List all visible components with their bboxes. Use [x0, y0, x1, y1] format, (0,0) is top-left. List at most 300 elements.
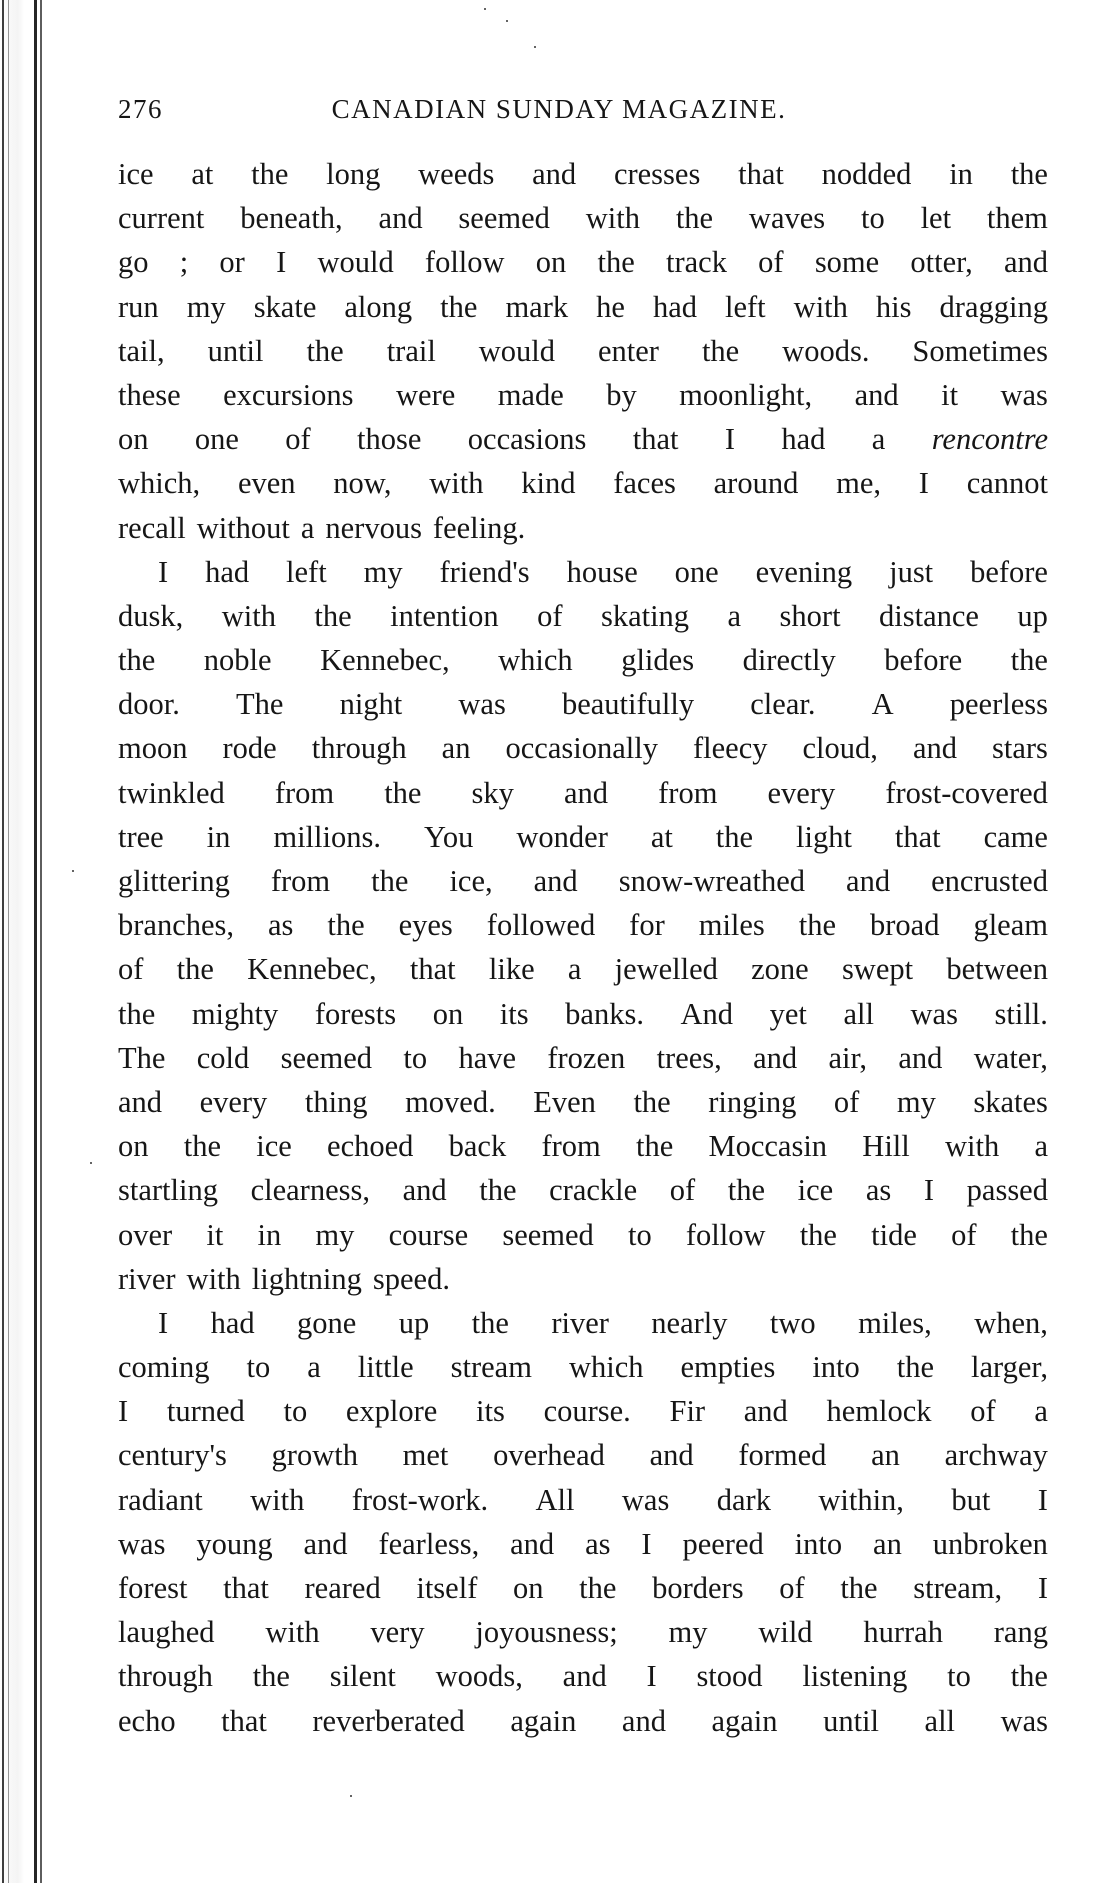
- word: zone: [751, 952, 809, 987]
- word: waves: [748, 201, 826, 236]
- word: A: [871, 687, 894, 722]
- word: enter: [598, 333, 659, 368]
- word: even: [237, 466, 296, 501]
- word: the: [1010, 157, 1048, 191]
- word: it: [206, 1217, 224, 1252]
- word: came: [983, 819, 1048, 854]
- word: of: [833, 1084, 860, 1119]
- word: cresses: [613, 157, 701, 191]
- text-line: [118, 638, 1048, 682]
- word: as: [267, 908, 294, 943]
- word: weeds: [418, 157, 495, 191]
- word: up: [398, 1305, 430, 1340]
- word: a: [1034, 1129, 1048, 1164]
- word: an: [871, 1438, 900, 1473]
- word: on: [118, 1129, 149, 1164]
- word: kind: [521, 466, 576, 501]
- word: some: [814, 245, 880, 280]
- word: through: [311, 731, 407, 766]
- word: short: [779, 598, 841, 633]
- word: every: [767, 775, 836, 810]
- word: on: [513, 1571, 544, 1605]
- word: before: [970, 554, 1048, 589]
- word: glittering: [118, 864, 230, 898]
- word: mark: [505, 289, 569, 324]
- text-line: [118, 1345, 1048, 1389]
- word: into: [794, 1526, 843, 1561]
- word: skating: [600, 598, 690, 633]
- word: door.: [118, 687, 180, 722]
- word: of: [758, 245, 784, 280]
- word: until: [823, 1703, 879, 1738]
- word: and: [533, 864, 578, 898]
- gutter-rule: [40, 0, 42, 1883]
- word: by: [606, 377, 637, 412]
- word: seemed: [502, 1217, 594, 1252]
- text-line: [118, 771, 1048, 815]
- word: was: [621, 1482, 670, 1517]
- word: hurrah: [863, 1615, 943, 1650]
- word: one: [194, 422, 239, 457]
- text-line: [118, 373, 1048, 417]
- word: skate: [253, 289, 317, 324]
- word: which: [568, 1350, 644, 1385]
- word: reared: [304, 1571, 381, 1605]
- word: would: [317, 245, 394, 280]
- word: with: [793, 289, 848, 324]
- word: borders: [652, 1571, 744, 1605]
- word: and: [753, 1040, 798, 1075]
- word: echo: [118, 1703, 176, 1738]
- word: a: [307, 1350, 321, 1385]
- text-line: [118, 947, 1048, 991]
- word: tide: [871, 1217, 917, 1252]
- word: snow-wreathed: [618, 864, 806, 898]
- body-text: [118, 152, 1048, 1743]
- word: up: [1017, 598, 1048, 633]
- word: and: [303, 1526, 348, 1561]
- word: the: [176, 952, 214, 987]
- word: on: [432, 996, 464, 1031]
- word: in: [206, 819, 231, 854]
- word: river: [118, 1261, 176, 1296]
- word: I: [158, 1305, 169, 1340]
- word: And: [680, 996, 734, 1031]
- word: woods,: [435, 1659, 523, 1694]
- word: All: [535, 1482, 575, 1517]
- word: gone: [297, 1305, 357, 1340]
- word: twinkled: [118, 775, 225, 810]
- word: Sometimes: [912, 333, 1048, 368]
- word: now,: [333, 466, 392, 501]
- word: thing: [304, 1084, 368, 1119]
- word: ice: [118, 157, 154, 191]
- word: with: [250, 1482, 305, 1517]
- text-line: [118, 196, 1048, 240]
- text-line: [118, 1699, 1048, 1743]
- word: silent: [329, 1659, 396, 1694]
- word: he: [596, 289, 625, 324]
- word: until: [207, 333, 264, 368]
- word: with: [265, 1615, 320, 1650]
- word: the: [798, 908, 837, 943]
- word: to: [947, 1659, 971, 1694]
- word: dark: [716, 1482, 771, 1517]
- word: the: [471, 1305, 509, 1340]
- word: glides: [621, 643, 695, 678]
- word: seemed: [458, 201, 550, 236]
- word: The: [236, 687, 284, 722]
- word: was: [458, 687, 506, 722]
- word: woods.: [782, 333, 870, 368]
- word: in: [257, 1217, 282, 1252]
- word: fearless,: [378, 1526, 480, 1561]
- word: of: [285, 422, 311, 457]
- word: met: [402, 1438, 449, 1473]
- word: course: [388, 1217, 469, 1252]
- word: wild: [758, 1615, 813, 1650]
- word: lightning: [251, 1261, 362, 1296]
- text-line: [118, 1389, 1048, 1433]
- word: a: [567, 952, 582, 987]
- word: mighty: [191, 996, 279, 1031]
- word: its: [499, 996, 529, 1031]
- word: and: [649, 1438, 694, 1473]
- word: yet: [769, 996, 807, 1031]
- word: and: [532, 157, 577, 191]
- word: Fir: [669, 1394, 706, 1429]
- word: explore: [345, 1394, 438, 1429]
- magazine-title: CANADIAN SUNDAY MAGAZINE.: [331, 94, 787, 124]
- word: back: [448, 1129, 507, 1164]
- binding-gutter: [0, 0, 44, 1883]
- word: peerless: [949, 687, 1048, 722]
- word: friend's: [439, 554, 530, 589]
- word: were: [396, 377, 456, 412]
- word: I: [276, 245, 287, 280]
- word: eyes: [398, 908, 453, 943]
- text-line: [118, 682, 1048, 726]
- text-line: [118, 903, 1048, 947]
- word: that: [632, 422, 679, 457]
- word: little: [357, 1350, 414, 1385]
- text-line: [118, 417, 1048, 461]
- word: the: [1010, 1217, 1048, 1252]
- word: nearly: [651, 1305, 728, 1340]
- text-line: [118, 1478, 1048, 1522]
- word: at: [191, 157, 214, 191]
- word: passed: [966, 1173, 1048, 1208]
- word: which,: [118, 466, 201, 501]
- word: the: [799, 1217, 837, 1252]
- word: follow: [424, 245, 505, 280]
- word: all: [843, 996, 874, 1031]
- word: coming: [118, 1350, 210, 1385]
- word: at: [650, 819, 673, 854]
- word: with: [221, 598, 276, 633]
- word: and: [743, 1394, 788, 1429]
- word: moved.: [405, 1084, 496, 1119]
- word: nervous: [325, 510, 422, 545]
- word: ;: [179, 245, 189, 280]
- word: clear.: [750, 687, 816, 722]
- word: was: [910, 996, 958, 1031]
- word: seemed: [280, 1040, 373, 1075]
- word: You: [423, 819, 474, 854]
- word: and: [378, 201, 423, 236]
- word: that: [894, 819, 941, 854]
- word: the: [118, 996, 156, 1031]
- word: with: [585, 201, 640, 236]
- word: miles,: [858, 1305, 932, 1340]
- word: along: [344, 289, 413, 324]
- word: recall: [118, 510, 186, 545]
- word: but: [951, 1482, 991, 1517]
- word: that: [738, 157, 784, 191]
- word: evening: [755, 554, 853, 589]
- word: before: [884, 643, 963, 678]
- word: had: [210, 1305, 255, 1340]
- word: the: [635, 1129, 674, 1164]
- print-speck: [350, 1795, 352, 1797]
- word: stream: [450, 1350, 532, 1385]
- word: and: [621, 1703, 666, 1738]
- text-line: [118, 1213, 1048, 1257]
- word: go: [118, 245, 149, 280]
- word: frost-work.: [351, 1482, 489, 1517]
- word: stars: [992, 731, 1048, 766]
- word: from: [658, 775, 718, 810]
- word: course.: [543, 1394, 631, 1429]
- word: of: [118, 952, 144, 987]
- word: joyousness;: [475, 1615, 618, 1650]
- word: occasionally: [505, 731, 658, 766]
- word: have: [458, 1040, 517, 1075]
- word: empties: [680, 1350, 776, 1385]
- word: I: [918, 466, 929, 501]
- word: the: [252, 1659, 290, 1694]
- word: was: [1000, 377, 1048, 412]
- word: occasions: [467, 422, 587, 457]
- word: encrusted: [931, 864, 1048, 898]
- word: I: [1037, 1482, 1048, 1517]
- word: listening: [802, 1659, 908, 1694]
- word: larger,: [971, 1350, 1048, 1385]
- gutter-rule: [2, 0, 4, 1883]
- word: skates: [973, 1084, 1048, 1119]
- word: formed: [738, 1438, 827, 1473]
- word: had: [652, 289, 697, 324]
- word: Moccasin: [708, 1129, 828, 1164]
- word: the: [1010, 1659, 1048, 1694]
- word: to: [861, 201, 885, 236]
- word: its: [476, 1394, 505, 1429]
- word: trees,: [656, 1040, 722, 1075]
- word: and: [912, 731, 957, 766]
- word: cold: [196, 1040, 250, 1075]
- word: Kennebec,: [247, 952, 377, 987]
- word: stream,: [913, 1571, 1003, 1605]
- word: on: [118, 422, 149, 457]
- word: of: [669, 1173, 696, 1208]
- word: between: [946, 952, 1048, 987]
- word: on: [535, 245, 567, 280]
- word: echoed: [327, 1129, 414, 1164]
- word: rode: [222, 731, 277, 766]
- text-line: [118, 240, 1048, 284]
- word: excursions: [223, 377, 354, 412]
- word: clearness,: [250, 1173, 370, 1208]
- word: ringing: [708, 1084, 797, 1119]
- word: one: [674, 554, 719, 589]
- gutter-rule: [34, 0, 37, 1883]
- word: startling: [118, 1173, 218, 1208]
- word: crackle: [549, 1173, 638, 1208]
- text-line: [118, 329, 1048, 373]
- word: of: [951, 1217, 977, 1252]
- word: I: [646, 1659, 657, 1694]
- text-line: [118, 461, 1048, 505]
- word: and: [854, 377, 899, 412]
- word: to: [246, 1350, 271, 1385]
- word: still.: [994, 996, 1048, 1031]
- word: beneath,: [240, 201, 343, 236]
- word: with: [429, 466, 484, 501]
- word: a: [871, 422, 886, 457]
- word: of: [537, 598, 563, 633]
- text-line: [118, 285, 1048, 329]
- word: otter,: [910, 245, 973, 280]
- word: the: [715, 819, 754, 854]
- word: swept: [841, 952, 914, 987]
- word: the: [675, 201, 714, 236]
- word: two: [769, 1305, 816, 1340]
- word: was: [118, 1526, 166, 1561]
- word: the: [118, 643, 156, 678]
- word: follow: [685, 1217, 766, 1252]
- word: track: [665, 245, 727, 280]
- word: again: [711, 1703, 778, 1738]
- word: them: [986, 201, 1048, 236]
- word: I: [724, 422, 736, 457]
- word: speed.: [372, 1261, 450, 1296]
- word: within,: [818, 1482, 904, 1517]
- word: century's: [118, 1438, 227, 1473]
- word: had: [205, 554, 250, 589]
- word: nodded: [821, 157, 912, 191]
- word: and: [564, 775, 609, 810]
- word: my: [896, 1084, 936, 1119]
- text-line: [118, 1566, 1048, 1610]
- text-line: [118, 152, 1048, 196]
- word: broad: [870, 908, 940, 943]
- word: forests: [314, 996, 397, 1031]
- word: branches,: [118, 908, 235, 943]
- word: the: [579, 1571, 617, 1605]
- word: in: [949, 157, 973, 191]
- word: overhead: [493, 1438, 605, 1473]
- word: and: [846, 864, 891, 898]
- word: I: [923, 1173, 935, 1208]
- word: The: [118, 1040, 166, 1075]
- word: beautifully: [561, 687, 695, 722]
- word: to: [403, 1040, 428, 1075]
- print-speck: [90, 1162, 92, 1164]
- text-line: [118, 726, 1048, 770]
- word: his: [875, 289, 912, 324]
- word: which: [498, 643, 573, 678]
- text-line: [118, 1522, 1048, 1566]
- word: that: [409, 952, 456, 987]
- word: house: [566, 554, 638, 589]
- word: frozen: [547, 1040, 626, 1075]
- word: with: [944, 1129, 1000, 1164]
- word: ice,: [449, 864, 493, 898]
- word: an: [441, 731, 471, 766]
- word: into: [812, 1350, 860, 1385]
- text-line: [118, 1257, 1048, 1301]
- word: millions.: [273, 819, 381, 854]
- word: every: [199, 1084, 268, 1119]
- word: of: [970, 1394, 996, 1429]
- word: the: [597, 245, 635, 280]
- word: me,: [836, 466, 881, 501]
- word: unbroken: [932, 1526, 1048, 1561]
- word: for: [629, 908, 665, 943]
- word: when,: [974, 1305, 1048, 1340]
- word: the: [896, 1350, 935, 1385]
- word: stood: [696, 1659, 763, 1694]
- word: to: [627, 1217, 652, 1252]
- word: as: [865, 1173, 892, 1208]
- word: trail: [386, 333, 436, 368]
- word: and: [118, 1084, 163, 1119]
- word: or: [219, 245, 245, 280]
- text-line: [118, 1433, 1048, 1477]
- text-line: [118, 1654, 1048, 1698]
- word: run: [118, 289, 159, 324]
- word: faces: [613, 466, 676, 501]
- word: moon: [118, 731, 188, 766]
- word: I: [158, 554, 169, 589]
- word: a: [300, 510, 315, 545]
- word: all: [924, 1703, 956, 1738]
- word: made: [497, 377, 564, 412]
- text-line: [118, 1610, 1048, 1654]
- word: water,: [973, 1040, 1048, 1075]
- word: dragging: [939, 289, 1048, 324]
- text-line: [118, 1080, 1048, 1124]
- word: long: [326, 157, 381, 191]
- word: ice: [797, 1173, 834, 1208]
- word: just: [889, 554, 934, 589]
- word: the: [633, 1084, 671, 1119]
- word: Even: [533, 1084, 596, 1119]
- word: I: [118, 1394, 129, 1429]
- word: again: [510, 1703, 577, 1738]
- word: with: [186, 1261, 241, 1296]
- word: fleecy: [692, 731, 768, 766]
- text-line: [118, 815, 1048, 859]
- word: miles: [698, 908, 765, 943]
- word: reverberated: [312, 1703, 465, 1738]
- word: like: [488, 952, 535, 987]
- word: the: [183, 1129, 221, 1164]
- word: growth: [271, 1438, 358, 1473]
- word: river: [551, 1305, 609, 1340]
- word: feeling.: [432, 510, 526, 545]
- word: my: [363, 554, 403, 589]
